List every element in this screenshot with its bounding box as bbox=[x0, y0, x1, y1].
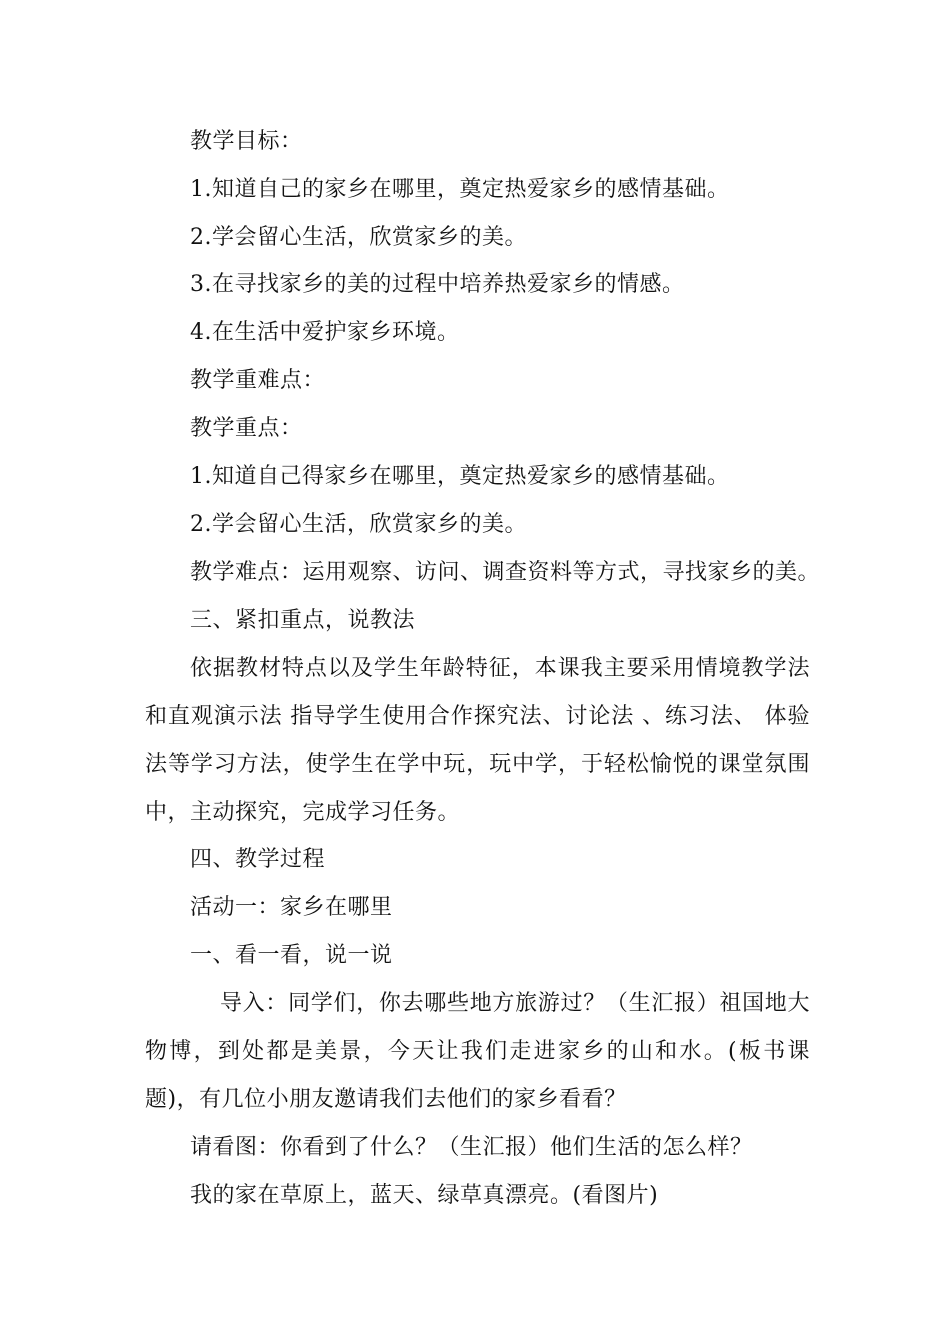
goal-item-4: 4.在生活中爱护家乡环境。 bbox=[190, 320, 460, 345]
grassland-line: 我的家在草原上，蓝天、绿草真漂亮。(看图片) bbox=[190, 1183, 659, 1208]
goal-item-1: 1.知道自己的家乡在哪里，奠定热爱家乡的感情基础。 bbox=[190, 177, 730, 202]
part1-heading: 一、看一看，说一说 bbox=[190, 943, 393, 968]
key-difficult-heading: 教学重难点： bbox=[190, 368, 326, 393]
activity1-heading: 活动一：家乡在哪里 bbox=[190, 895, 393, 920]
section3-paragraph bbox=[145, 645, 810, 837]
goal-item-2: 2.学会留心生活，欣赏家乡的美。 bbox=[190, 225, 527, 250]
key-point-1: 1.知道自己得家乡在哪里，奠定热爱家乡的感情基础。 bbox=[190, 464, 730, 489]
key-point-2: 2.学会留心生活，欣赏家乡的美。 bbox=[190, 512, 527, 537]
intro-paragraph-text: 导入：同学们，你去哪些地方旅游过？（生汇报）祖国地大物博，到处都是美景，今天让我们走进家乡的山和水。(板书课题)，有几位小朋友邀请我们去他们的家乡看看？ bbox=[145, 991, 810, 1112]
goals-heading: 教学目标： bbox=[190, 129, 303, 154]
section4-heading: 四、教学过程 bbox=[190, 847, 326, 872]
section3-heading: 三、紧扣重点，说教法 bbox=[190, 608, 416, 633]
key-heading: 教学重点： bbox=[190, 416, 303, 441]
intro-paragraph bbox=[145, 980, 810, 1124]
section3-paragraph-text: 依据教材特点以及学生年龄特征，本课我主要采用情境教学法和直观演示法 指导学生使用合作探究法、讨论法 、练习法、 体验法等学习方法，使学生在学中玩，玩中学，于轻松愉悦的课堂氛围中，主动探究，完成学习任务。 bbox=[145, 656, 810, 825]
difficult-point: 教学难点：运用观察、访问、调查资料等方式，寻找家乡的美。 bbox=[190, 560, 821, 585]
look-question: 请看图：你看到了什么？（生汇报）他们生活的怎么样？ bbox=[190, 1135, 753, 1160]
goal-item-3: 3.在寻找家乡的美的过程中培养热爱家乡的情感。 bbox=[190, 272, 685, 297]
